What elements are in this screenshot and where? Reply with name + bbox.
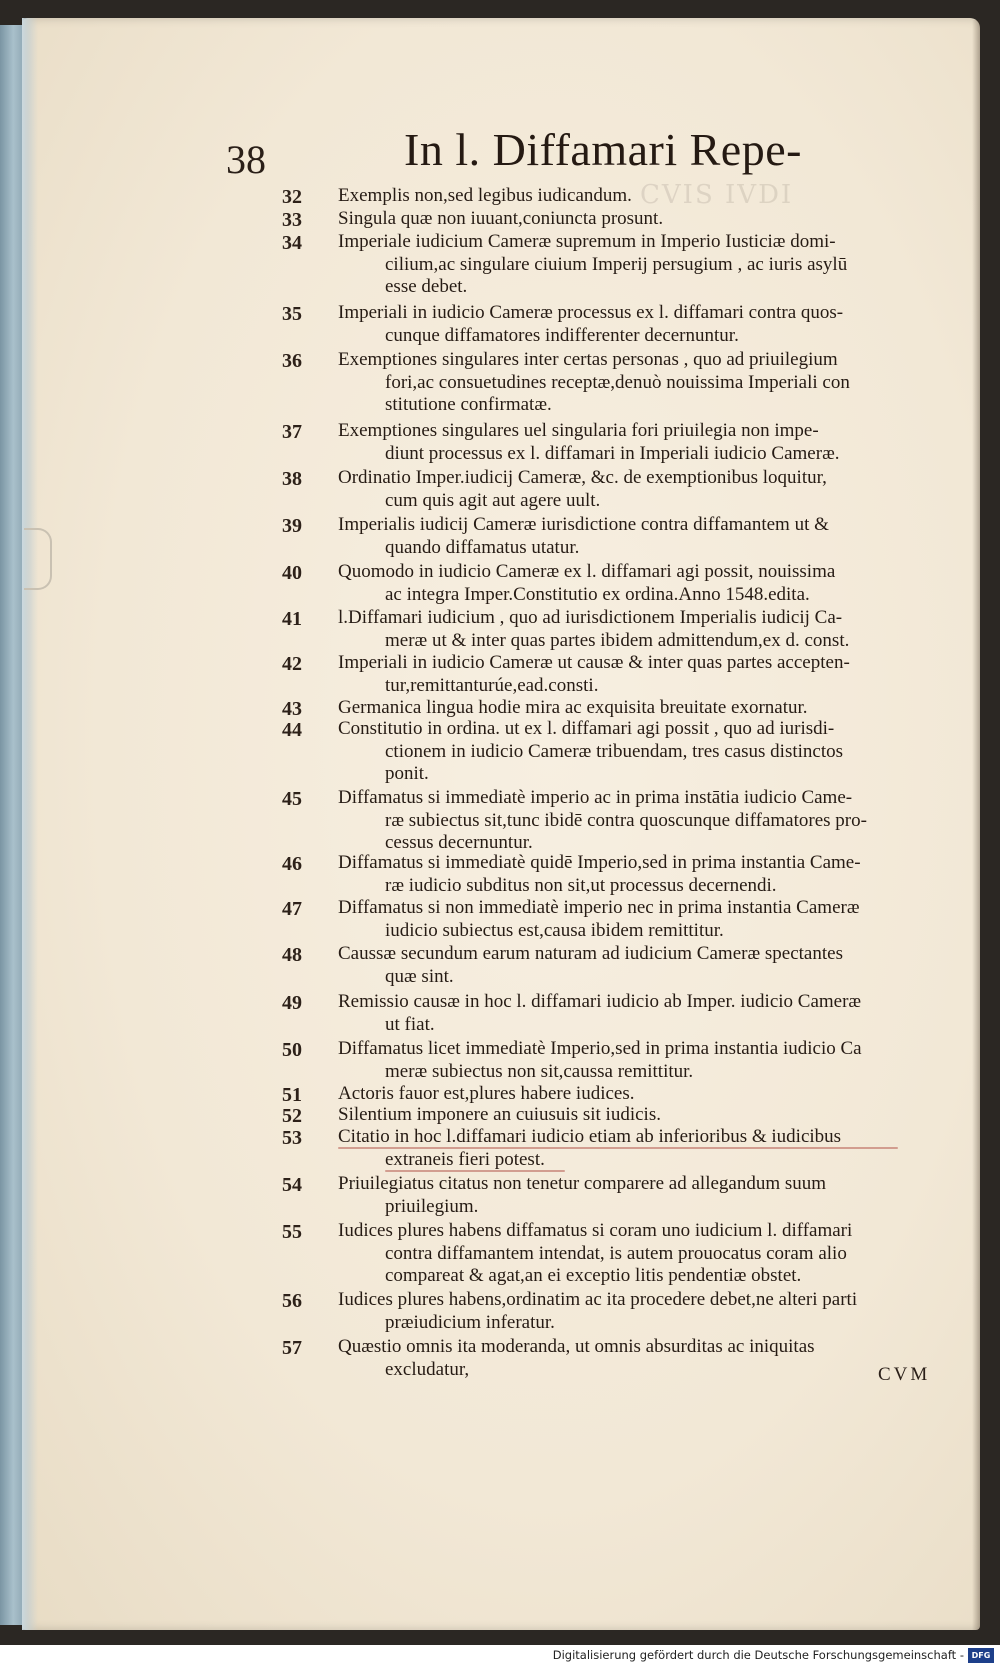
entry-line: Iudices plures habens,ordinatim ac ita procedere debet,ne alteri parti [338, 1289, 858, 1310]
entry-line: Priuilegiatus citatus non tenetur comparere ad allegandum suum [338, 1173, 827, 1194]
dfg-logo: DFG [968, 1648, 994, 1663]
entry-line: cunque diffamatores indifferenter decernuntur. [385, 324, 739, 346]
entry-line: ctionem in iudicio Cameræ tribuendam, tres casus distinctos [385, 740, 844, 762]
entry-line: Iudices plures habens diffamatus si coram uno iudicium l. diffamari [338, 1220, 853, 1241]
entry-line: diunt processus ex l. diffamari in Imperiali iudicio Cameræ. [385, 442, 840, 464]
entry-line: Diffamatus si non immediatè imperio nec in prima instantia Cameræ [338, 897, 860, 918]
entry-number: 56 [282, 1290, 302, 1312]
entry-line: ponit. [385, 763, 429, 784]
entry-number: 32 [282, 186, 302, 208]
entry-line: l.Diffamari iudicium , quo ad iurisdictionem Imperialis iudicij Ca- [338, 607, 843, 628]
entry-number: 49 [282, 992, 302, 1014]
entry-number: 52 [282, 1105, 302, 1127]
entry-number: 42 [282, 653, 302, 675]
entry-line: contra diffamantem intendat, is autem prouocatus coram alio [385, 1242, 847, 1264]
entry-number: 33 [282, 209, 302, 231]
entry-line: Exemptiones singulares inter certas personas , quo ad priuilegium [338, 349, 838, 370]
entry-line: tur,remittanturúe,ead.consti. [385, 674, 599, 696]
entry-number: 46 [282, 853, 302, 875]
entry-line: Imperiale iudicium Cameræ supremum in Imperio Iusticiæ domi- [338, 231, 836, 252]
entry-line: Constitutio in ordina. ut ex l. diffamari agi possit , quo ad iurisdi- [338, 718, 835, 739]
entry-number: 45 [282, 788, 302, 810]
entry-number: 35 [282, 303, 302, 325]
entry-line: cum quis agit aut agere uult. [385, 489, 601, 511]
entry-number: 44 [282, 719, 302, 741]
entry-line: cilium,ac singulare ciuium Imperij persugium , ac iuris asylū [385, 253, 848, 275]
entry-line: ræ iudicio subditus non sit,ut processus decernendi. [385, 874, 777, 896]
entry-line: Quomodo in iudicio Cameræ ex l. diffamari agi possit, nouissima [338, 561, 836, 582]
entry-line: Quæstio omnis ita moderanda, ut omnis absurditas ac iniquitas [338, 1336, 815, 1357]
entry-line: extraneis fieri potest. [385, 1148, 545, 1170]
entry-line: Imperialis iudicij Cameræ iurisdictione contra diffamantem ut & [338, 514, 829, 535]
running-head: In l. Diffamari Repe- [404, 124, 802, 175]
entry-line: Germanica lingua hodie mira ac exquisita breuitate exornatur. [338, 697, 808, 718]
entry-number: 57 [282, 1337, 302, 1359]
entry-line: Remissio causæ in hoc l. diffamari iudicio ab Imper. iudicio Cameræ [338, 991, 862, 1012]
entry-line: esse debet. [385, 276, 468, 297]
page-gutter [22, 18, 38, 1630]
entry-line: Caussæ secundum earum naturam ad iudicium Cameræ spectantes [338, 943, 843, 964]
entry-number: 40 [282, 562, 302, 584]
entry-number: 51 [282, 1084, 302, 1106]
entry-number: 53 [282, 1127, 302, 1149]
catchword: CVM [878, 1364, 931, 1385]
entry-number: 36 [282, 350, 302, 372]
entry-line: meræ subiectus non sit,caussa remittitur. [385, 1060, 694, 1082]
entry-number: 47 [282, 898, 302, 920]
entry-line: cessus decernuntur. [385, 832, 533, 853]
entry-line: Diffamatus si immediatè quidē Imperio,sed in prima instantia Came- [338, 852, 861, 873]
entry-line: Ordinatio Imper.iudicij Cameræ, &c. de exemptionibus loquitur, [338, 467, 827, 488]
entry-underline [338, 1147, 898, 1149]
page-number: 38 [226, 137, 266, 182]
entry-line: ræ subiectus sit,tunc ibidē contra quoscunque diffamatores pro- [385, 809, 867, 831]
entry-number: 43 [282, 698, 302, 720]
page-right-edge [972, 20, 980, 1630]
entry-line: Imperiali in iudicio Cameræ ut causæ & inter quas partes accepten- [338, 652, 850, 673]
entry-line: Diffamatus licet immediatè Imperio,sed in prima instantia iudicio Ca [338, 1038, 862, 1059]
footer-credit: Digitalisierung gefördert durch die Deutsche Forschungsgemeinschaft - [552, 1648, 964, 1662]
entry-number: 50 [282, 1039, 302, 1061]
entry-line: quæ sint. [385, 965, 454, 987]
entry-line: Actoris fauor est,plures habere iudices. [338, 1083, 635, 1104]
entry-number: 34 [282, 232, 302, 254]
entry-number: 48 [282, 944, 302, 966]
entry-number: 38 [282, 468, 302, 490]
entry-number: 41 [282, 608, 302, 630]
entry-line: Citatio in hoc l.diffamari iudicio etiam ab inferioribus & iudicibus [338, 1126, 842, 1147]
page-clip [24, 528, 52, 590]
entry-line: præiudicium inferatur. [385, 1311, 555, 1333]
entry-line: meræ ut & inter quas partes ibidem admittendum,ex d. const. [385, 629, 850, 651]
entry-line: Diffamatus si immediatè imperio ac in prima instātia iudicio Came- [338, 787, 853, 808]
show-through-text: CVIS IVDI [640, 180, 794, 210]
entry-line: quando diffamatus utatur. [385, 536, 580, 558]
entry-underline [385, 1170, 565, 1172]
entry-line: Silentium imponere an cuiusuis sit iudicis. [338, 1104, 661, 1125]
entry-line: Exemptiones singulares uel singularia fori priuilegia non impe- [338, 420, 819, 441]
entry-line: Singula quæ non iuuant,coniuncta prosunt. [338, 208, 664, 229]
entry-line: ac integra Imper.Constitutio ex ordina.Anno 1548.edita. [385, 583, 810, 605]
entry-line: fori,ac consuetudines receptæ,denuò nouissima Imperiali con [385, 371, 850, 393]
entry-line: Exemplis non,sed legibus iudicandum. [338, 185, 632, 206]
entry-number: 37 [282, 421, 302, 443]
entry-number: 39 [282, 515, 302, 537]
entry-line: excludatur, [385, 1358, 470, 1380]
entry-line: ut fiat. [385, 1013, 435, 1035]
entry-line: stitutione confirmatæ. [385, 394, 552, 415]
entry-line: Imperiali in iudicio Cameræ processus ex l. diffamari contra quos- [338, 302, 844, 323]
entry-line: iudicio subiectus est,causa ibidem remittitur. [385, 919, 724, 941]
entry-line: priuilegium. [385, 1195, 479, 1217]
entry-line: compareat & agat,an ei exceptio litis pendentiæ obstet. [385, 1265, 802, 1286]
entry-number: 54 [282, 1174, 302, 1196]
entry-number: 55 [282, 1221, 302, 1243]
